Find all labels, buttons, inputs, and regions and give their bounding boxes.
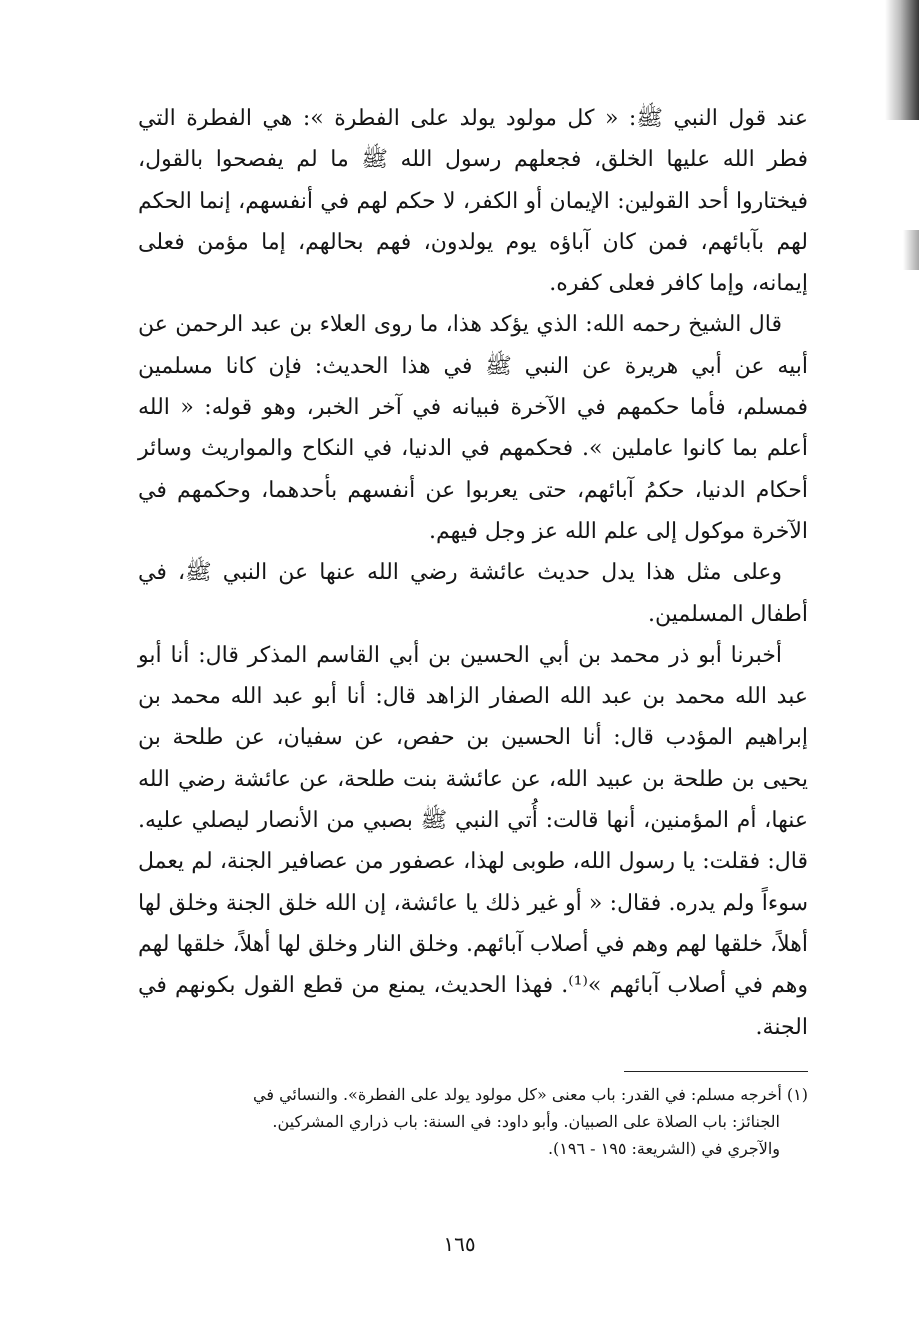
main-text	[138, 98, 808, 1048]
footnote	[138, 1081, 808, 1162]
paragraph-hadith-narration: أخبرنا أبو ذر محمد بن أبي الحسين بن أبي القاسم المذكر قال: أنا أبو عبد الله محمد بن عبد الله الصفار الزاهد قال: أنا أبو عبد الله محمد بن إبراهيم المؤدب قال: أنا الحسين بن حفص، عن سفيان، عن طلحة بن يحيى بن طلحة بن عبيد الله، عن عائشة بنت طلحة، عن عائشة رضي الله عنها، أم المؤمنين، أنها قالت: أُتي النبي ﷺ بصبي من الأنصار ليصلي عليه. قال: فقلت: يا رسول الله، طوبى لهذا، عصفور من عصافير الجنة، لم يعمل سوءاً ولم يدره. فقال: « أو غير ذلك يا عائشة، إن الله خلق الجنة وخلق لها أهلاً، خلقها لهم وهم في أصلاب آبائهم. وخلق النار وخلق لها أهلاً، خلقها لهم وهم في أصلاب آبائهم »⁽¹⁾. فهذا الحديث، يمنع من قطع القول بكونهم في الجنة.	[138, 642, 808, 1040]
scan-edge-shadow	[885, 0, 919, 120]
page-number: ١٦٥	[443, 1232, 476, 1256]
footnote-line: (١) أخرجه مسلم: في القدر: باب معنى «كل مولود يولد على الفطرة». والنسائي في	[253, 1085, 808, 1104]
paragraph-sheikh-comment: قال الشيخ رحمه الله: الذي يؤكد هذا، ما روى العلاء بن عبد الرحمن عن أبيه عن أبي هريرة عن النبي ﷺ في هذا الحديث: فإن كانا مسلمين فمسلم، فأما حكمهم في الآخرة فبيانه في آخر الخبر، وهو قوله: « الله أعلم بما كانوا عاملين ». فحكمهم في الدنيا، في النكاح والمواريث وسائر أحكام الدنيا، حكمُ آبائهم، حتى يعربوا عن أنفسهم بأحدهما، وحكمهم في الآخرة موكول إلى علم الله عز وجل فيهم.	[138, 312, 808, 544]
footnote-line: الجنائز: باب الصلاة على الصبيان. وأبو داود: في السنة: باب ذراري المشركين.	[272, 1112, 780, 1131]
footnote-line: والآجري في (الشريعة: ١٩٥ - ١٩٦).	[547, 1139, 780, 1158]
paragraph-aisha-intro: وعلى مثل هذا يدل حديث عائشة رضي الله عنها عن النبي ﷺ، في أطفال المسلمين.	[138, 560, 808, 627]
footnote-divider	[624, 1071, 808, 1072]
paragraph-fitra: عند قول النبي ﷺ: « كل مولود يولد على الفطرة »: هي الفطرة التي فطر الله عليها الخلق، فجعلهم رسول الله ﷺ ما لم يفصحوا بالقول، فيختاروا أحد القولين: الإيمان أو الكفر، لا حكم لهم في أنفسهم، إنما الحكم لهم بآبائهم، فمن كان آباؤه يوم يولدون، فهم بحالهم، إما مؤمن فعلى إيمانه، وإما كافر فعلى كفره.	[138, 106, 808, 297]
scan-edge-speck	[903, 230, 919, 270]
